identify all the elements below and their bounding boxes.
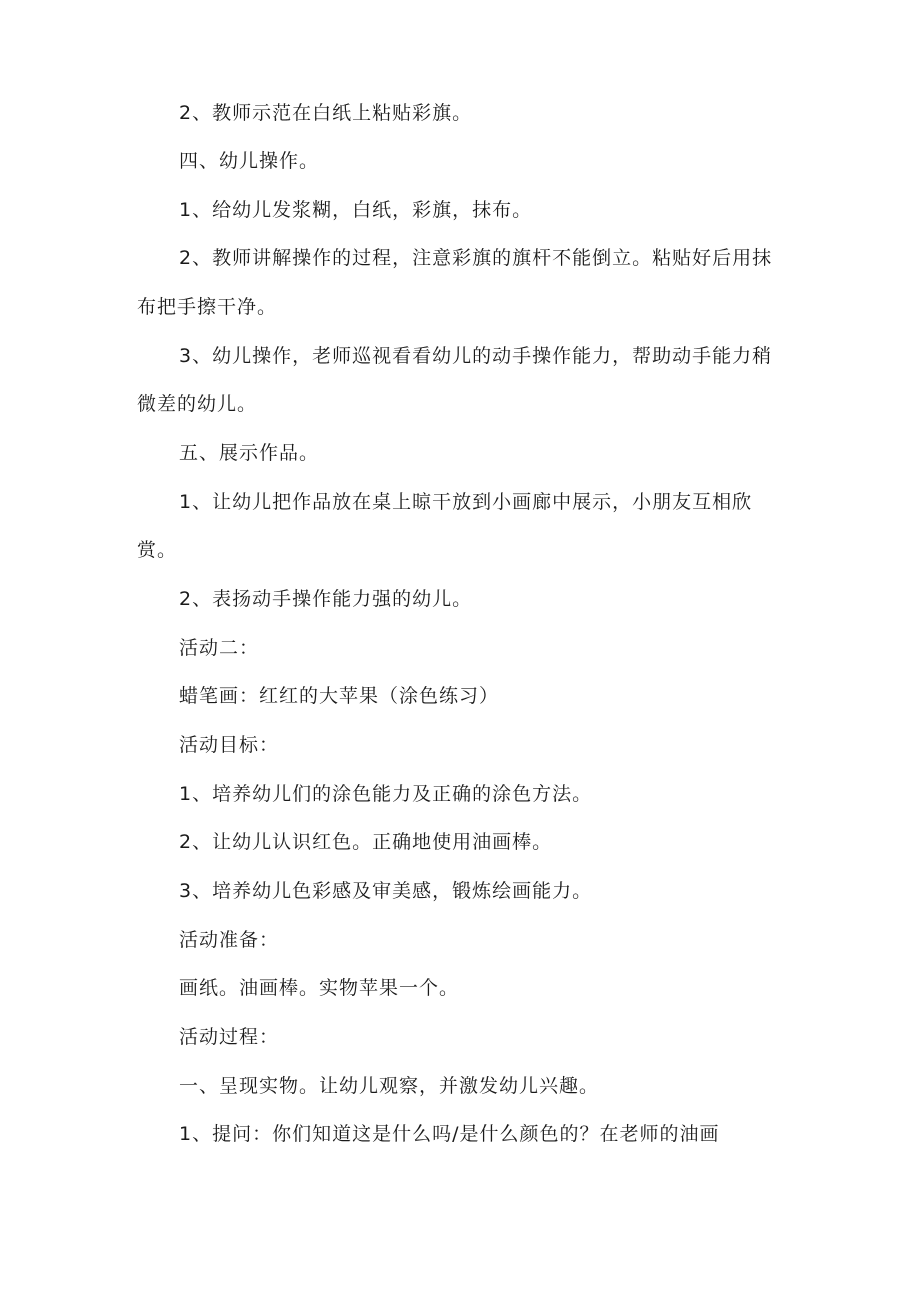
text-line: 2、表扬动手操作能力强的幼儿。 (179, 588, 473, 610)
text-line: 2、教师示范在白纸上粘贴彩旗。 (179, 102, 473, 124)
text-line-continuation: 布把手擦干净。 (137, 296, 278, 318)
section-heading: 四、幼儿操作。 (179, 150, 320, 172)
section-heading: 五、展示作品。 (179, 442, 320, 464)
text-line: 画纸。油画棒。实物苹果一个。 (179, 977, 460, 999)
activity-title: 蜡笔画：红红的大苹果（涂色练习） (179, 685, 500, 707)
text-line: 1、提问：你们知道这是什么吗/是什么颜色的？在老师的油画 (179, 1123, 720, 1145)
section-heading: 一、呈现实物。让幼儿观察，并激发幼儿兴趣。 (179, 1075, 600, 1097)
text-line: 1、让幼儿把作品放在桌上晾干放到小画廊中展示，小朋友互相欣 (179, 491, 753, 513)
text-line: 1、给幼儿发浆糊，白纸，彩旗，抹布。 (179, 199, 533, 221)
text-line: 2、教师讲解操作的过程，注意彩旗的旗杆不能倒立。粘贴好后用抹 (179, 247, 773, 269)
section-heading: 活动二： (179, 637, 260, 659)
section-heading: 活动准备： (179, 929, 280, 951)
text-line: 2、让幼儿认识红色。正确地使用油画棒。 (179, 831, 553, 853)
text-line-continuation: 微差的幼儿。 (137, 393, 258, 415)
section-heading: 活动目标： (179, 734, 280, 756)
section-heading: 活动过程： (179, 1026, 280, 1048)
text-line-continuation: 赏。 (137, 539, 178, 561)
text-line: 3、幼儿操作，老师巡视看看幼儿的动手操作能力，帮助动手能力稍 (179, 345, 773, 367)
text-line: 1、培养幼儿们的涂色能力及正确的涂色方法。 (179, 783, 593, 805)
text-line: 3、培养幼儿色彩感及审美感，锻炼绘画能力。 (179, 880, 593, 902)
